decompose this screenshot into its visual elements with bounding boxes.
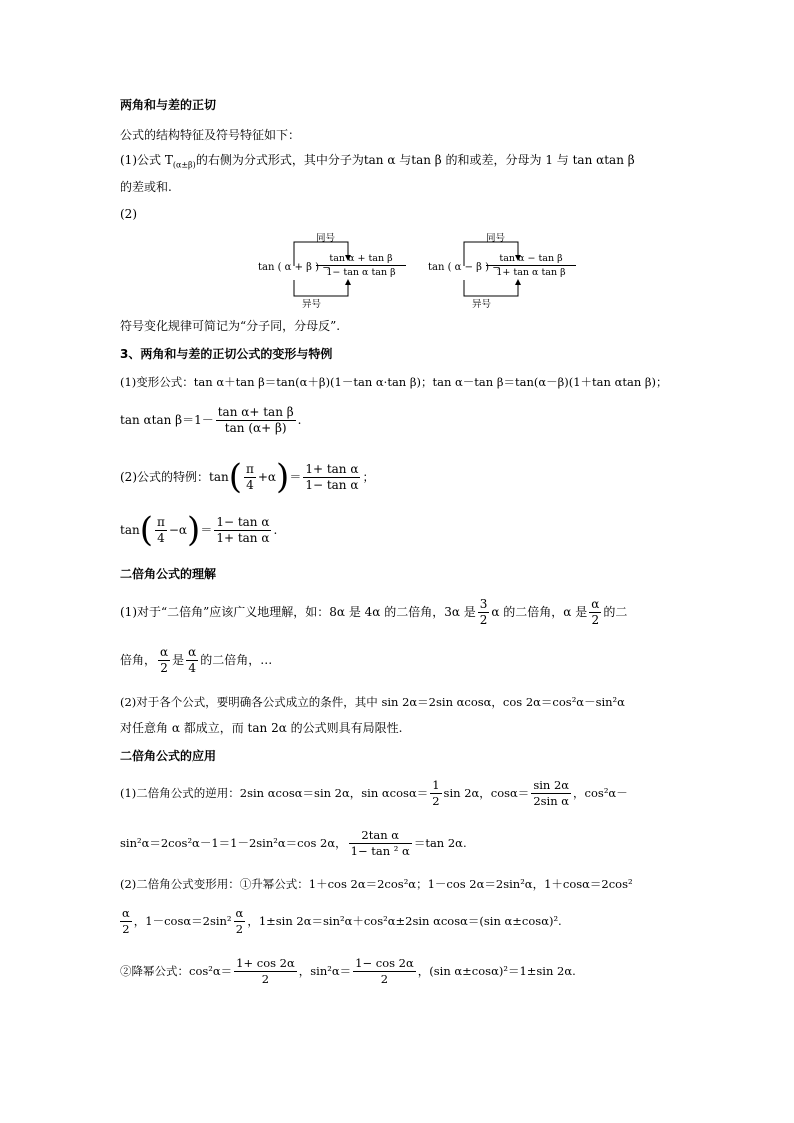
fraction <box>214 515 271 546</box>
fraction <box>234 956 297 987</box>
denominator: 2sin α <box>533 793 570 808</box>
fraction <box>589 597 601 628</box>
text: ，sin²α＝ <box>298 964 352 978</box>
text: ，(sin α±cosα)²＝1±sin 2α. <box>417 964 576 978</box>
same-sign-label: 同号 <box>486 233 506 244</box>
understanding-line-2 <box>120 640 272 680</box>
numerator: 1− tan α <box>216 514 270 529</box>
text: ，1－cosα＝2sin² <box>133 914 232 928</box>
denominator: 1+ tan α <box>216 530 270 545</box>
denominator: 1− tan ² α <box>350 843 410 858</box>
fraction <box>244 462 256 493</box>
text: . <box>297 413 302 427</box>
denominator: 4 <box>188 660 197 675</box>
application-line-3: (2)二倍角公式变形用：①升幂公式：1＋cos 2α＝2cos²α；1－cos 2α＝2sin²α，1＋cosα＝2cos² <box>120 877 633 891</box>
numerator: tan α − tan β <box>486 252 576 266</box>
text: (1)对于“二倍角”应该广义地理解，如：8α 是 4α 的二倍角，3α 是 <box>120 605 476 619</box>
application-line-2 <box>120 822 467 864</box>
para-1-line-2: 的差或和. <box>120 180 172 194</box>
intro-text: 公式的结构特征及符号特征如下： <box>120 128 301 142</box>
text: . <box>273 523 278 537</box>
text: ＝ <box>289 470 302 484</box>
section-title-double-angle-application: 二倍角公式的应用 <box>120 749 217 763</box>
denominator: 1− tan α tan β <box>326 267 396 278</box>
text: ＝ <box>200 523 213 537</box>
same-sign-label: 同号 <box>316 233 336 244</box>
numerator: tan α+ tan β <box>217 404 294 419</box>
denominator: 2 <box>432 793 440 808</box>
text: ＝tan 2α. <box>413 836 467 850</box>
numerator: α <box>591 596 600 611</box>
denominator: 4 <box>246 477 254 492</box>
numerator: 2tan α <box>349 828 412 844</box>
numerator: α <box>235 905 244 920</box>
understanding-line-4: 对任意角 α 都成立，而 tan 2α 的公式则具有局限性. <box>120 721 403 735</box>
text: tan <box>120 523 140 537</box>
text: α 的二倍角，α 是 <box>491 605 588 619</box>
denominator: tan (α+ β) <box>224 420 287 435</box>
opposite-sign-label: 异号 <box>472 299 492 310</box>
numerator: π <box>156 514 165 529</box>
text: (2)公式的特例：tan <box>120 470 229 484</box>
denominator: 2 <box>380 971 389 986</box>
fraction <box>303 462 360 493</box>
fraction <box>186 645 198 676</box>
section-title-tan-sum: 两角和与差的正切 <box>120 98 217 112</box>
section-title-double-angle-understanding: 二倍角公式的理解 <box>120 567 217 581</box>
special-case-2: tan ( $\frac{\pi}{4}$ −α ) ＝ $\frac{\text{1− tan α}}{\text{1+ tan α}}$ . <box>120 510 278 550</box>
text: 是 <box>172 653 185 667</box>
text: 的二 <box>603 605 628 619</box>
fraction <box>349 828 412 859</box>
diagram-lhs: tan ( α + β ) = <box>258 262 331 273</box>
text: sin 2α，cosα＝ <box>443 786 530 800</box>
text: ； <box>362 470 375 484</box>
special-case-1: (2)公式的特例：tan ( $\frac{\pi}{4}$ +α ) ＝ $\frac{\text{1+ tan α}}{\text{1− tan α}}$ ； <box>120 457 375 497</box>
opposite-sign-label: 异号 <box>302 299 322 310</box>
numerator: sin 2α <box>533 777 570 792</box>
text: ②降幂公式：cos²α＝ <box>120 964 233 978</box>
text: ，1±sin 2α＝sin²α＋cos²α±2sin αcosα＝(sin α±cosα)². <box>247 914 562 928</box>
text: −α <box>168 523 188 537</box>
diagram-lhs: tan ( α − β ) = <box>428 262 501 273</box>
text: 倍角， <box>120 653 157 667</box>
denominator: 2 <box>122 921 130 936</box>
fraction <box>531 778 571 809</box>
text: sin²α＝2cos²α－1＝1－2sin²α＝cos 2α， <box>120 836 347 850</box>
denominator: 1− tan α <box>305 477 359 492</box>
sign-diagram-diff <box>428 228 598 310</box>
transform-formula-2 <box>120 400 302 440</box>
application-line-4 <box>120 900 562 942</box>
transform-formula-1: (1)变形公式：tan α＋tan β＝tan(α＋β)(1－tan α·tan β)；tan α－tan β＝tan(α－β)(1＋tan αtan β)； <box>120 375 668 389</box>
sign-diagram-sum <box>258 228 428 310</box>
diagram-fraction <box>316 252 406 279</box>
fraction <box>353 956 416 987</box>
denominator: 2 <box>591 612 600 627</box>
fraction <box>158 645 170 676</box>
numerator: tan α + tan β <box>316 252 406 266</box>
text: 的右侧为分式形式，其中分子为tan α 与tan β 的和或差，分母为 1 与 tan αtan β <box>195 153 635 167</box>
fraction <box>234 906 246 937</box>
understanding-line-3: (2)对于各个公式，要明确各公式成立的条件，其中 sin 2α＝2sin αcosα，cos 2α＝cos²α－sin²α <box>120 695 625 709</box>
denominator: 1+ tan α tan β <box>496 267 566 278</box>
sign-rule-note: 符号变化规律可简记为“分子同，分母反”. <box>120 319 341 333</box>
denominator: 2 <box>235 921 244 936</box>
fraction <box>216 405 296 436</box>
numerator: 1 <box>432 777 440 792</box>
fraction <box>430 778 441 809</box>
denominator: 2 <box>479 612 488 627</box>
denominator: 4 <box>157 530 165 545</box>
text: tan αtan β＝1－ <box>120 413 214 427</box>
denominator: 2 <box>160 660 168 675</box>
text: +α <box>257 470 277 484</box>
text: (1)二倍角公式的逆用：2sin αcosα＝sin 2α，sin αcosα＝ <box>120 786 429 800</box>
diagram-fraction <box>486 252 576 279</box>
numerator: 3 <box>479 596 488 611</box>
fraction <box>478 597 490 628</box>
para-1-line-1 <box>120 152 635 173</box>
numerator: α <box>160 644 169 659</box>
fraction <box>155 515 167 546</box>
numerator: 1− cos 2α <box>355 955 414 970</box>
denominator: 2 <box>261 971 270 986</box>
text: (1)公式 T <box>120 153 173 167</box>
para-2-label: (2) <box>120 207 137 221</box>
application-line-1 <box>120 772 628 814</box>
numerator: 1+ tan α <box>305 461 359 476</box>
numerator: 1+ cos 2α <box>236 955 295 970</box>
text: ，cos²α－ <box>573 786 628 800</box>
understanding-line-1 <box>120 592 627 632</box>
numerator: α <box>188 644 197 659</box>
section-title-tan-transform: 3、两角和与差的正切公式的变形与特例 <box>120 347 333 361</box>
numerator: π <box>245 461 254 476</box>
fraction <box>120 906 132 937</box>
subscript: (α±β) <box>172 160 196 170</box>
application-line-5 <box>120 950 576 992</box>
numerator: α <box>122 905 130 920</box>
text: 的二倍角，… <box>200 653 273 667</box>
